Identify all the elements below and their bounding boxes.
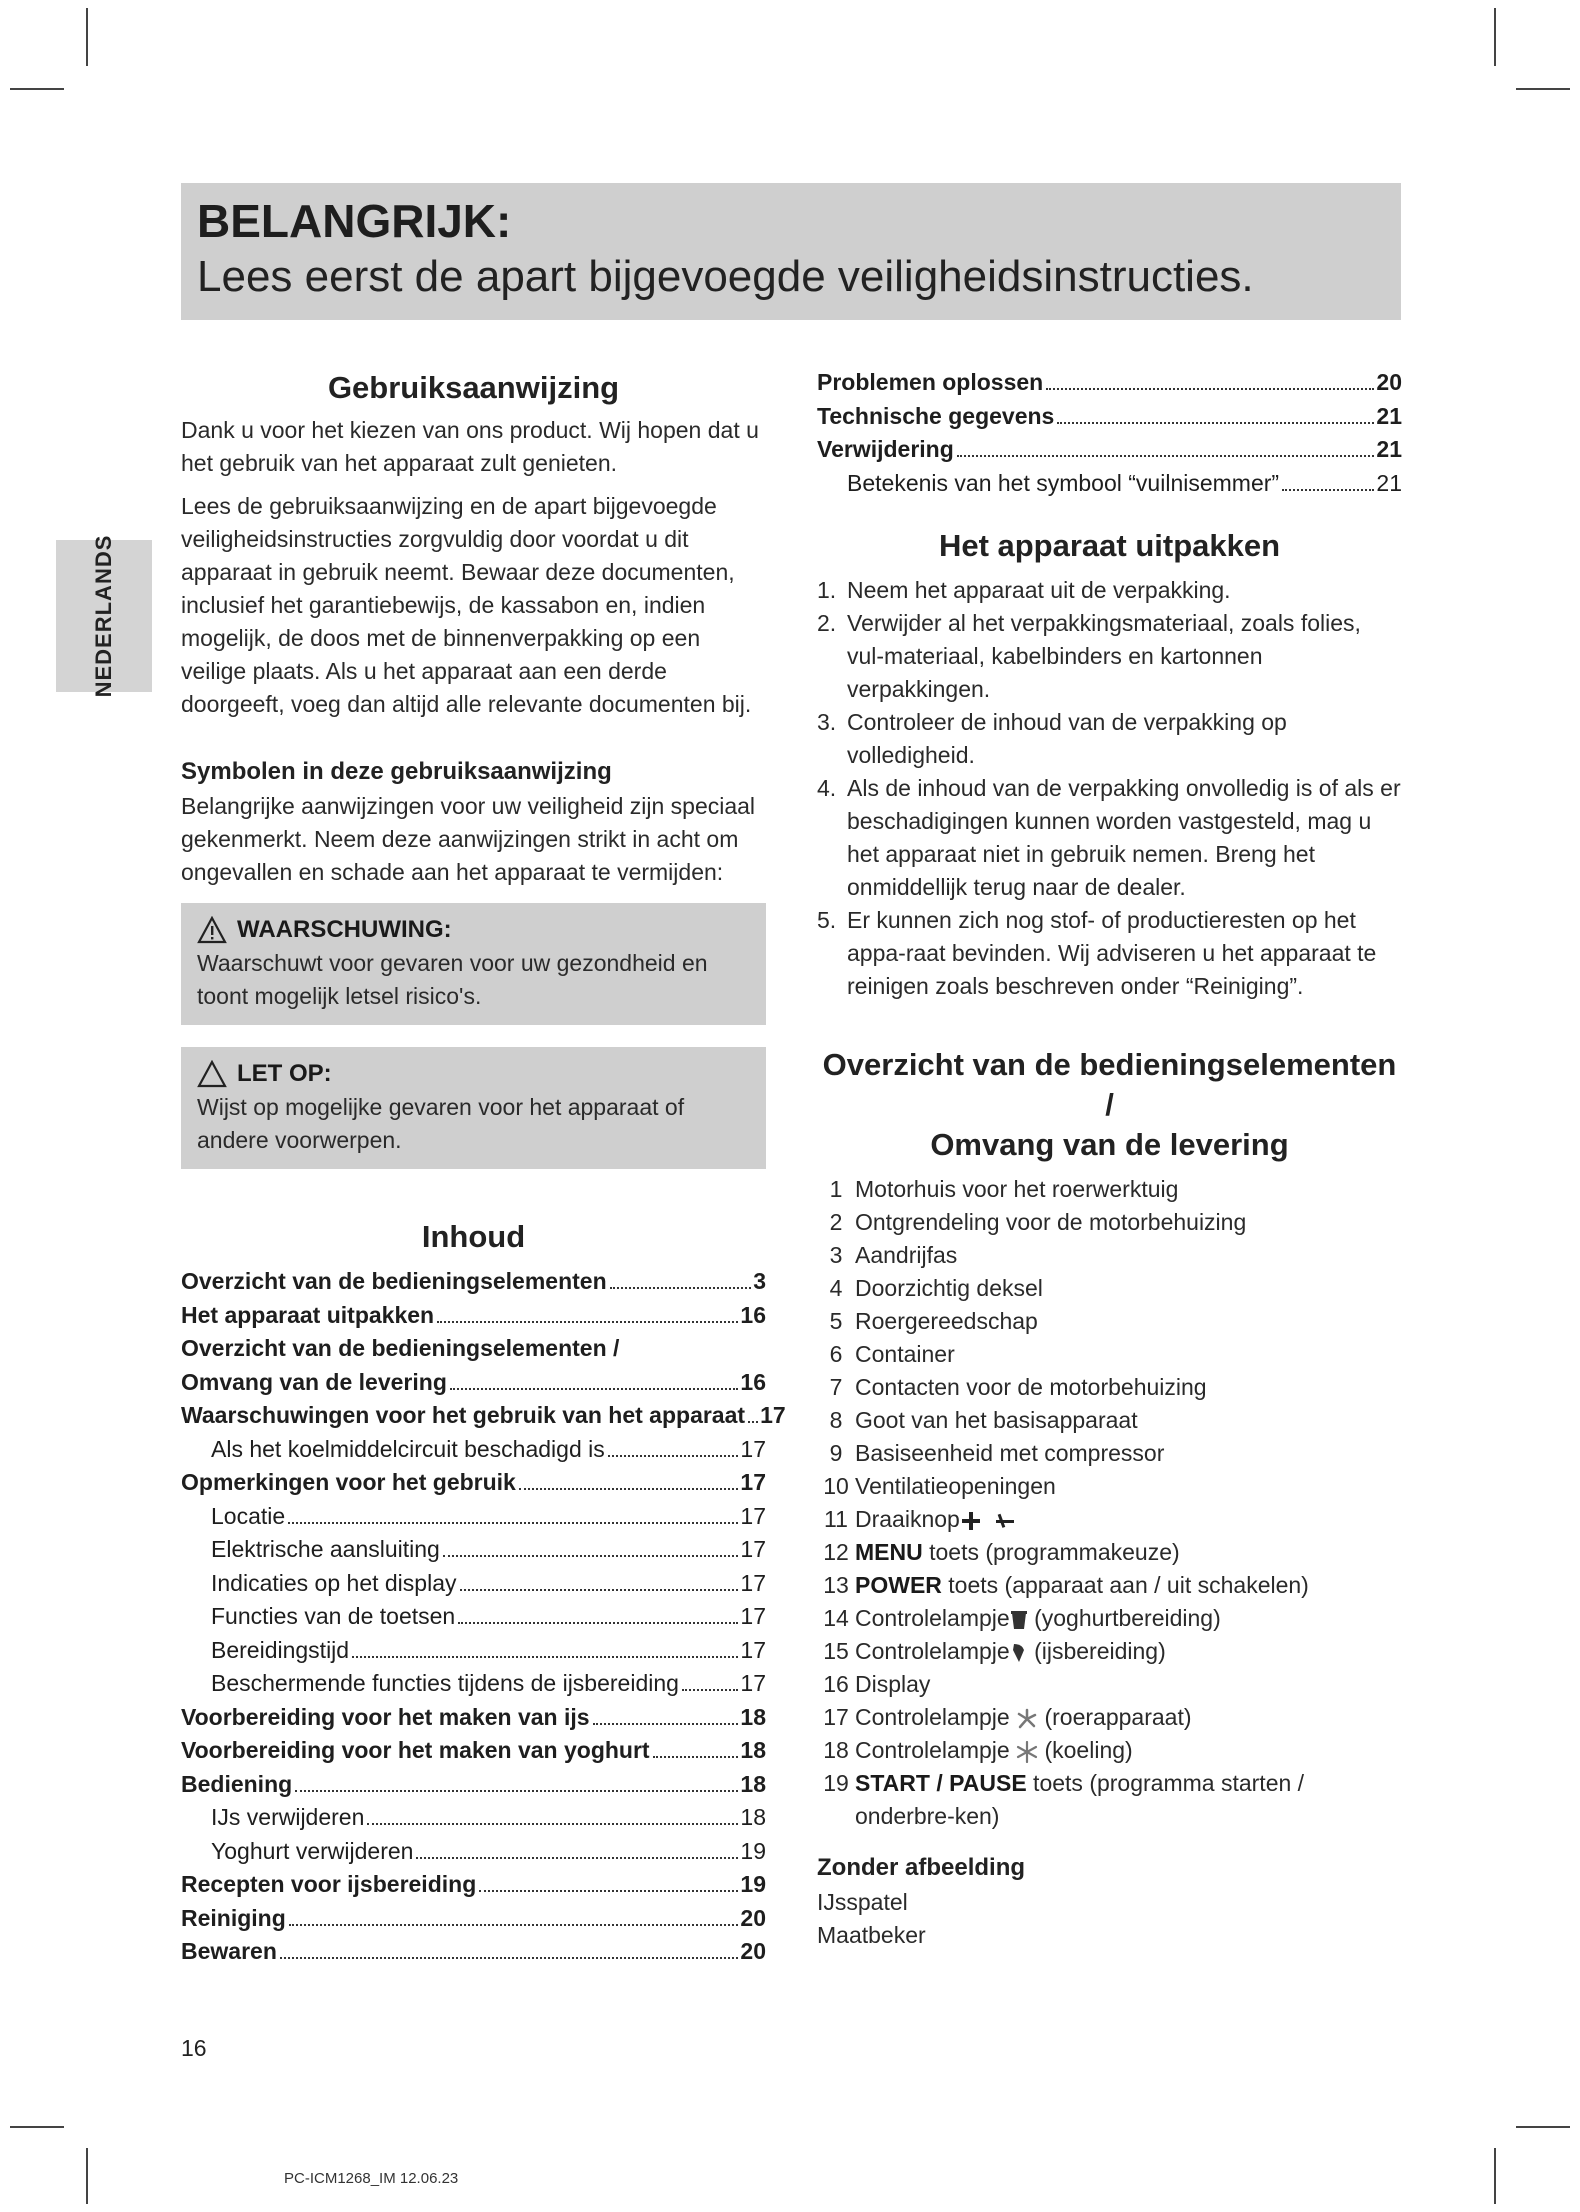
overview-title-1: Overzicht van de bedieningselementen / xyxy=(822,1047,1397,1122)
list-item: 12 MENU toets (programmakeuze) xyxy=(823,1539,1180,1565)
toc-entry[interactable]: Indicaties op het display 17 xyxy=(211,1569,766,1596)
list-item: 5. Er kunnen zich nog stof- of productieresten op het appa-raat bevinden. Wij adviseren u het apparaat te reinigen zoals beschreven onder “Reiniging”. xyxy=(817,907,1377,999)
unpack-steps xyxy=(817,574,1402,1003)
toc-entry[interactable]: Voorbereiding voor het maken van ijs 18 xyxy=(181,1703,766,1730)
banner-title: BELANGRIJK: xyxy=(197,195,512,247)
list-item: 4 Doorzichtig deksel xyxy=(829,1275,1043,1301)
toc-entry[interactable]: Beschermende functies tijdens de ijsbereiding 17 xyxy=(211,1670,766,1696)
toc-entry[interactable]: Yoghurt verwijderen 19 xyxy=(211,1837,766,1864)
toc-entry[interactable]: Functies van de toetsen 17 xyxy=(211,1603,766,1629)
unpack-title: Het apparaat uitpakken xyxy=(938,528,1281,563)
list-item: 14 Controlelampje (yoghurtbereiding) xyxy=(823,1605,1221,1631)
list-item: 16 Display xyxy=(823,1671,931,1697)
intro-paragraph: Dank u voor het kiezen van ons product. Wij hopen dat u het gebruik van het apparaat zult genieten. xyxy=(181,417,759,476)
left-column xyxy=(181,368,786,1969)
list-item: 9 Basiseenheid met compressor xyxy=(829,1440,1165,1466)
caution-icon xyxy=(197,1060,227,1088)
warning-label: WAARSCHUWING: xyxy=(237,916,452,943)
list-item: 2 Ontgrendeling voor de motorbehuizing xyxy=(829,1209,1247,1235)
toc-entry[interactable]: Voorbereiding voor het maken van yoghurt 18 xyxy=(181,1737,766,1763)
crop-mark xyxy=(1516,88,1570,90)
toc-entry[interactable]: Reiniging 20 xyxy=(181,1904,766,1931)
list-item: 4. Als de inhoud van de verpakking onvolledig is of als er beschadigingen kunnen worden vastgesteld, mag u het apparaat niet in gebruik nemen. Breng het onmiddellijk terug naar de dealer. xyxy=(817,775,1401,900)
toc-entry[interactable]: Als het koelmiddelcircuit beschadigd is 17 xyxy=(211,1435,766,1462)
list-item: 10 Ventilatieopeningen xyxy=(823,1473,1056,1499)
warning-icon xyxy=(197,916,227,944)
list-item: 8 Goot van het basisapparaat xyxy=(829,1407,1138,1433)
important-banner xyxy=(181,183,1401,320)
toc-entry[interactable]: Elektrische aansluiting 17 xyxy=(211,1536,766,1562)
crop-mark xyxy=(10,88,64,90)
crop-mark xyxy=(86,2148,88,2204)
plus-icon xyxy=(960,1510,982,1532)
manual-title: Gebruiksaanwijzing xyxy=(327,370,620,405)
language-tab-label: NEDERLANDS xyxy=(91,534,116,698)
toc-entry[interactable]: IJs verwijderen 18 xyxy=(211,1804,766,1830)
toc-entry[interactable]: Bediening 18 xyxy=(181,1770,766,1797)
toc-title: Inhoud xyxy=(421,1219,526,1254)
list-item: 15 Controlelampje (ijsbereiding) xyxy=(823,1638,1166,1664)
warning-text: Waarschuwt voor gevaren voor uw gezondheid en toont mogelijk letsel risico's. xyxy=(197,950,708,1009)
toc-entry[interactable]: Betekenis van het symbool “vuilnisemmer” 21 xyxy=(847,469,1402,496)
snowflake-icon xyxy=(1016,1741,1038,1763)
warning-box xyxy=(181,903,766,1025)
toc-entry[interactable]: Het apparaat uitpakken 16 xyxy=(181,1301,766,1328)
crop-mark xyxy=(1494,2148,1496,2204)
list-item: 1. Neem het apparaat uit de verpakking. xyxy=(817,577,1231,603)
toc-entry[interactable]: Waarschuwingen voor het gebruik van het apparaat 17 xyxy=(181,1402,786,1428)
list-item: 13 POWER toets (apparaat aan / uit schakelen) xyxy=(823,1572,1309,1598)
toc-entry[interactable]: Bereidingstijd 17 xyxy=(211,1636,766,1663)
not-shown-item: Maatbeker xyxy=(817,1922,926,1948)
crop-mark xyxy=(86,8,88,66)
page-number: 16 xyxy=(181,2035,207,2061)
minus-icon xyxy=(995,1510,1015,1532)
parts-list xyxy=(817,1173,1402,1833)
symbols-text: Belangrijke aanwijzingen voor uw veiligheid zijn speciaal gekenmerkt. Neem deze aanwijzingen strikt in acht om ongevallen en schade aan het apparaat te vermijden: xyxy=(181,793,756,885)
list-item: 5 Roergereedschap xyxy=(829,1308,1038,1334)
toc-entry[interactable]: Recepten voor ijsbereiding 19 xyxy=(181,1871,766,1897)
list-item: 2. Verwijder al het verpakkingsmateriaal, zoals folies, vul-materiaal, kabelbinders en kartonnen verpakkingen. xyxy=(817,610,1361,702)
footer-code: PC-ICM1268_IM 12.06.23 xyxy=(284,2170,459,2187)
caution-box xyxy=(181,1047,766,1169)
list-item: 17 Controlelampje (roerapparaat) xyxy=(823,1704,1192,1730)
toc-entry[interactable]: Overzicht van de bedieningselementen / xyxy=(181,1335,620,1361)
toc-entry[interactable]: Bewaren 20 xyxy=(181,1938,766,1964)
list-item: 1 Motorhuis voor het roerwerktuig xyxy=(829,1176,1179,1202)
list-item: 6 Container xyxy=(829,1341,955,1367)
not-shown-item: IJsspatel xyxy=(817,1889,908,1915)
right-column xyxy=(817,366,1402,1952)
list-item: 11 Draaiknop xyxy=(817,1503,1402,1536)
language-tab xyxy=(56,534,152,698)
caution-title xyxy=(197,1057,752,1091)
toc-entry[interactable]: Locatie 17 xyxy=(211,1502,766,1529)
yoghurt-cup-icon xyxy=(1010,1609,1028,1631)
warning-title xyxy=(197,913,752,947)
overview-title-2: Omvang van de levering xyxy=(930,1127,1289,1162)
toc-entry[interactable]: Omvang van de levering 16 xyxy=(181,1368,766,1395)
toc-left xyxy=(181,1265,786,1969)
caution-text: Wijst op mogelijke gevaren voor het apparaat of andere voorwerpen. xyxy=(197,1094,685,1153)
not-shown-heading: Zonder afbeelding xyxy=(817,1854,1026,1881)
list-item: 3. Controleer de inhoud van de verpakking op volledigheid. xyxy=(817,709,1287,768)
toc-entry[interactable]: Technische gegevens 21 xyxy=(817,402,1402,429)
banner-subtitle: Lees eerst de apart bijgevoegde veiligheidsinstructies. xyxy=(197,252,1254,301)
instructions-paragraph: Lees de gebruiksaanwijzing en de apart bijgevoegde veiligheidsinstructies zorgvuldig door voordat u dit apparaat in gebruik neemt. Bewaar deze documenten, inclusief het garantiebewijs, de kassabon en, indien mogelijk, de doos met de binnenverpakking op een veilige plaats. Als u het apparaat aan een derde doorgeeft, voeg dan altijd alle relevante documenten bij. xyxy=(181,493,752,717)
list-item: 7 Contacten voor de motorbehuizing xyxy=(829,1374,1207,1400)
toc-entry[interactable]: Problemen oplossen 20 xyxy=(817,369,1402,395)
crop-mark xyxy=(1516,2126,1570,2128)
crop-mark xyxy=(10,2126,64,2128)
list-item: 3 Aandrijfas xyxy=(829,1242,958,1268)
caution-label: LET OP: xyxy=(237,1060,332,1087)
toc-entry[interactable]: Verwijdering 21 xyxy=(817,436,1402,462)
ice-cream-icon xyxy=(1010,1642,1028,1664)
stirrer-icon xyxy=(1016,1708,1038,1730)
toc-entry[interactable]: Opmerkingen voor het gebruik 17 xyxy=(181,1469,766,1495)
list-item: 19 START / PAUSE toets (programma starten / onderbre-ken) xyxy=(823,1770,1305,1829)
toc-right xyxy=(817,366,1402,500)
list-item: 18 Controlelampje (koeling) xyxy=(823,1737,1133,1763)
crop-mark xyxy=(1494,8,1496,66)
toc-entry[interactable]: Overzicht van de bedieningselementen 3 xyxy=(181,1268,766,1294)
symbols-heading: Symbolen in deze gebruiksaanwijzing xyxy=(181,758,612,785)
